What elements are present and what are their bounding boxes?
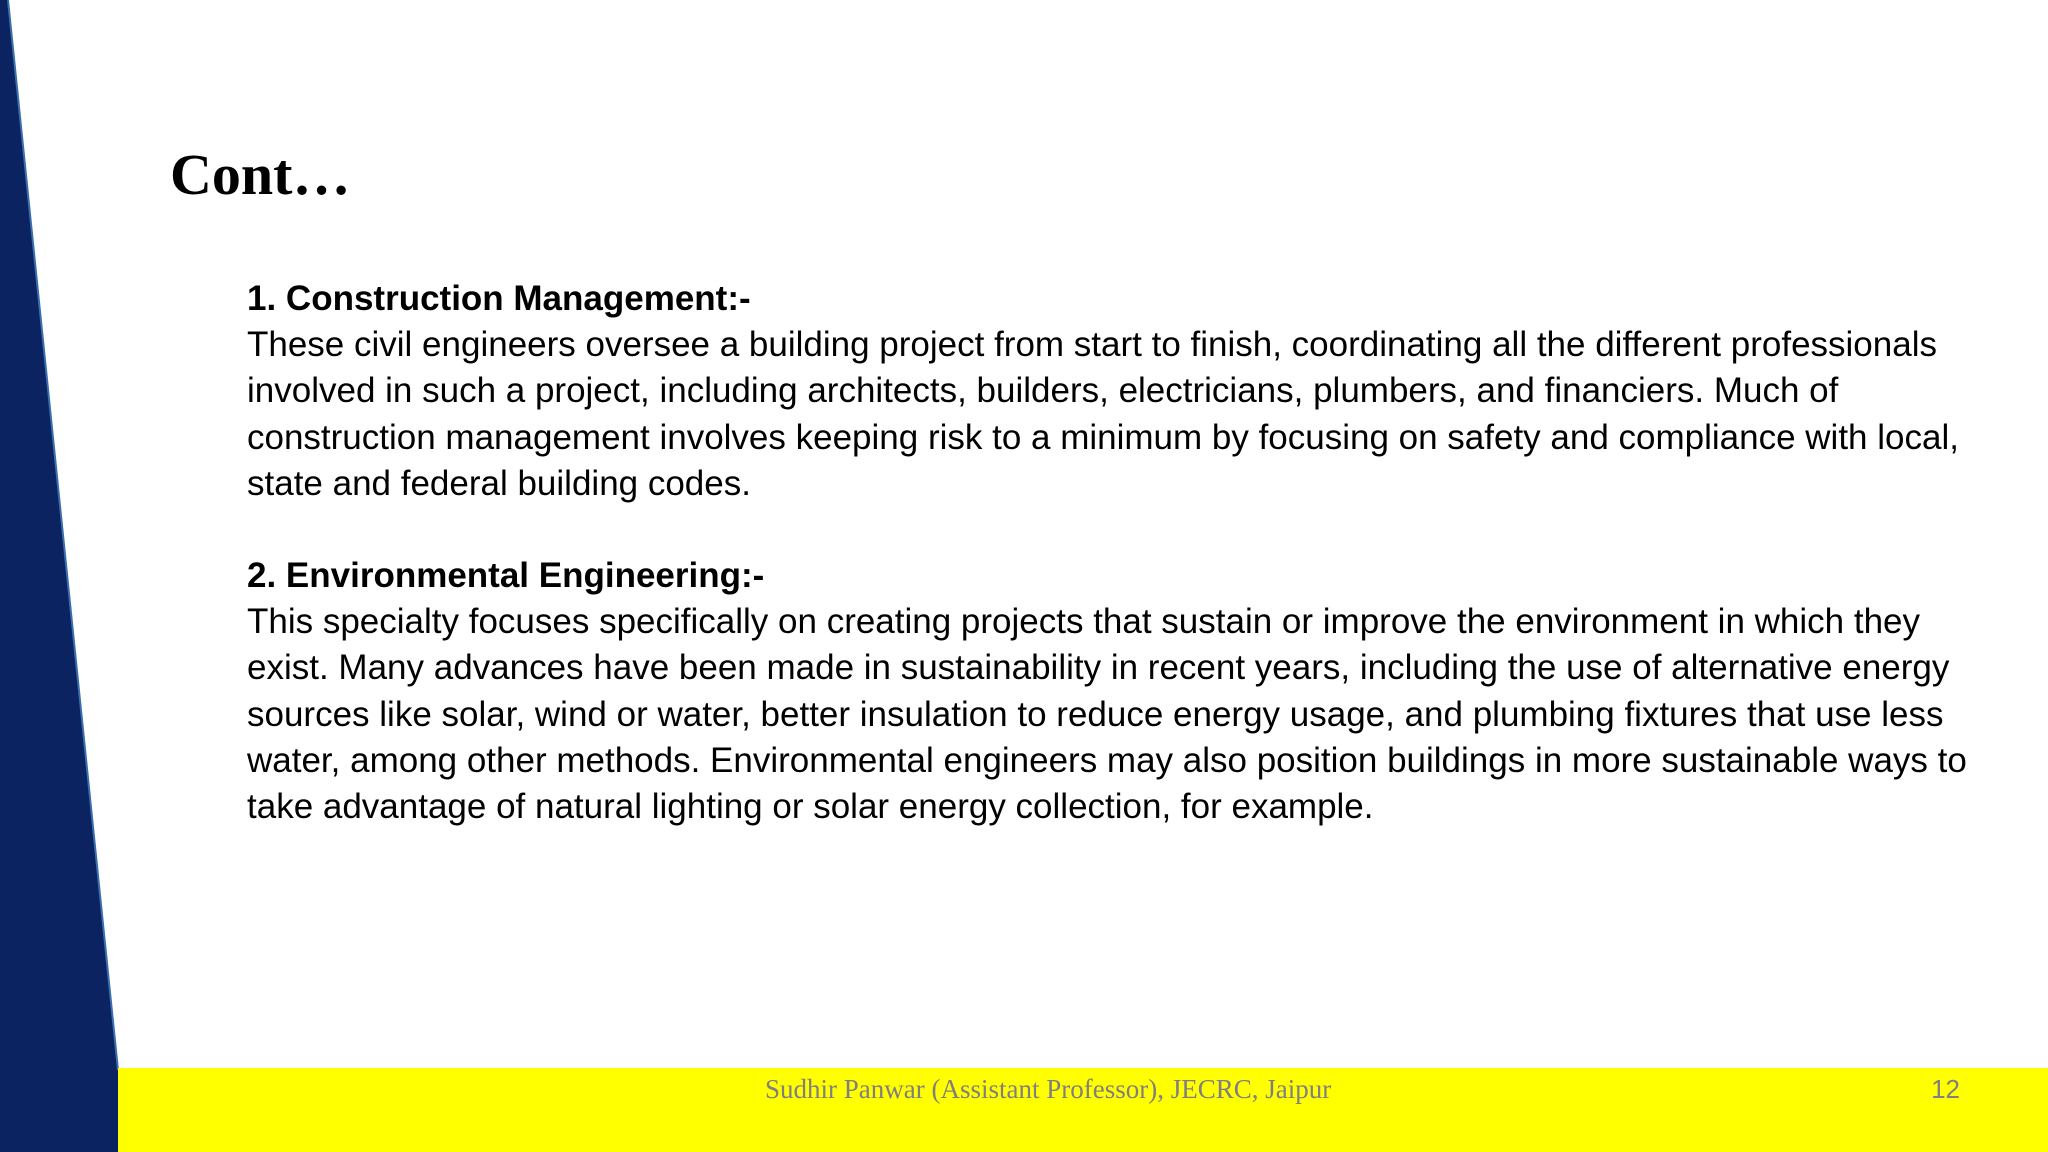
left-decorative-band bbox=[0, 0, 130, 1152]
section-text: This specialty focuses specifically on creating projects that sustain or improve the environment in which they exist. Many advances have been made in sustainability in recent years, including the use of alternative energy sources like solar, wind or water, better insulation to reduce energy usage, and plumbing fixtures that use less water, among other methods. Environmental engineers may also position buildings in more sustainable ways to take advantage of natural lighting or solar energy collection, for example. bbox=[247, 602, 1967, 827]
section-heading: 1. Construction Management:- bbox=[247, 279, 751, 318]
slide-number: 12 bbox=[1931, 1074, 1960, 1104]
navy-wedge bbox=[0, 0, 118, 1152]
slide-body bbox=[247, 276, 1987, 830]
section-text: These civil engineers oversee a building project from start to finish, coordinating all the different professionals involved in such a project, including architects, builders, electricians, plumbers, and financiers. Much of construction management involves keeping risk to a minimum by focusing on safety and compliance with local, state and federal building codes. bbox=[247, 325, 1959, 503]
footer-author: Sudhir Panwar (Assistant Professor), JECRC, Jaipur bbox=[765, 1074, 1332, 1104]
section-construction-management bbox=[247, 276, 1987, 507]
slide-title: Cont… bbox=[170, 142, 351, 207]
section-environmental-engineering bbox=[247, 553, 1987, 830]
section-heading: 2. Environmental Engineering:- bbox=[247, 556, 765, 596]
